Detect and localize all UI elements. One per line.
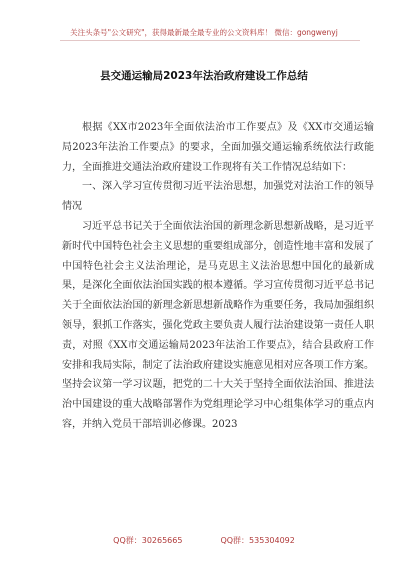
header-promo-banner: 关注头条号"公文研究"，获得最新最全最专业的公文资料库！ 微信：gongwenyj [70, 28, 338, 37]
footer-contact [0, 535, 408, 546]
document-body [62, 118, 374, 435]
document-title: 县交通运输局2023年法治政府建设工作总结 [100, 70, 308, 82]
section-heading-1: 一、深入学习宣传贯彻习近平法治思想，加强党对法治工作的领导情况 [62, 181, 374, 213]
intro-paragraph: 根据《XX市2023年全面依法治市工作要点》及《XX市交通运输局2023年法治工作要点》的要求，全面加强交通运输系统依法行政能力，全面推进交通法治政府建设工作现将有关工作情况总结如下： [62, 122, 374, 173]
body-paragraph: 习近平总书记关于全面依法治国的新理念新思想新战略，是习近平新时代中国特色社会主义思想的重要组成部分，创造性地丰富和发展了中国特色社会主义法治理论，是马克思主义法治思想中国化的最新成果，是深化全面依法治国实践的根本遵循。学习宣传贯彻习近平总书记关于全面依法治国的新理念新思想新战略作为重要任务，我局加强组织领导，狠抓工作落实，强化党政主要负责人履行法治建设第一责任人职责，对照《XX市交通运输局2023年法治工作要点》，结合县政府工作安排和我局实际，制定了法治政府建设实施意见相对应各项工作方案。坚持会议第一学习议题，把党的二十大关于坚持全面依法治国、推进法治中国建设的重大战略部署作为党组理论学习中心组集体学习的重点内容，并纳入党员干部培训必修课。2023 [62, 220, 374, 430]
footer-qq-group-1: QQ群：30265665 [113, 536, 183, 545]
footer-qq-group-2: QQ群：535304092 [220, 536, 295, 545]
header-divider [60, 40, 360, 41]
